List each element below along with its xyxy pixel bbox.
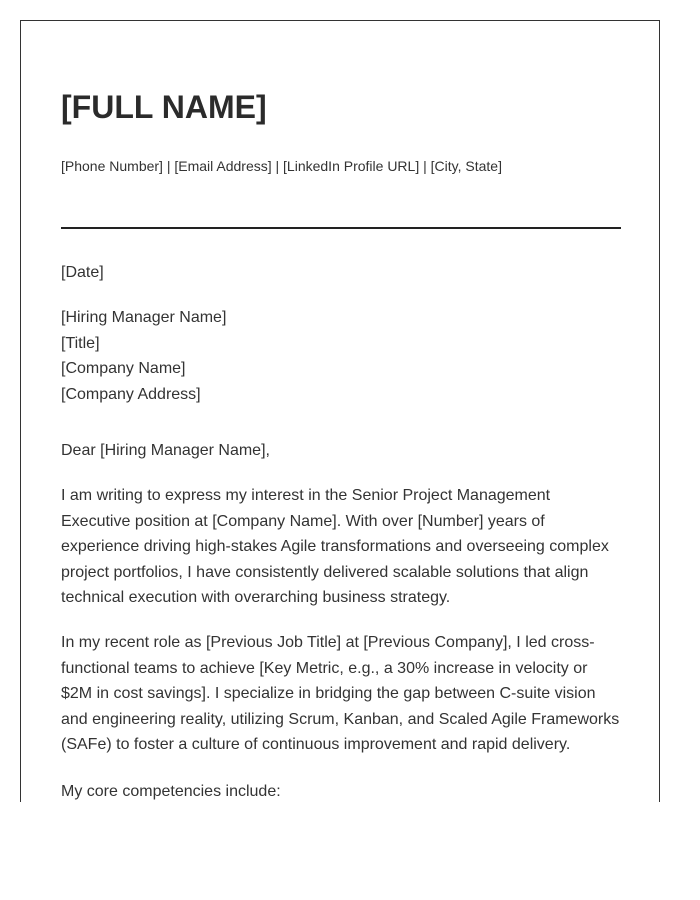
letter-page bbox=[20, 20, 660, 802]
paragraph-line: $2M in cost savings]. I specialize in bridging the gap between C-suite vision bbox=[61, 685, 596, 702]
paragraph-line: (SAFe) to foster a culture of continuous improvement and rapid delivery. bbox=[61, 736, 571, 753]
paragraph-line: project portfolios, I have consistently delivered scalable solutions that align bbox=[61, 563, 589, 581]
recipient-title: [Title] bbox=[61, 334, 100, 352]
paragraph-line: In my recent role as [Previous Job Title] at [Previous Company], I led cross- bbox=[61, 634, 595, 651]
letter-date: [Date] bbox=[61, 264, 104, 281]
paragraph-intro bbox=[61, 483, 621, 611]
full-name-heading: [FULL NAME] bbox=[61, 89, 267, 125]
contact-info: [Phone Number] | [Email Address] | [LinkedIn Profile URL] | [City, State] bbox=[61, 158, 502, 174]
paragraph-line: functional teams to achieve [Key Metric, e.g., a 30% increase in velocity or bbox=[61, 659, 588, 677]
paragraph-line: experience driving high-stakes Agile transformations and overseeing complex bbox=[61, 538, 609, 555]
salutation: Dear [Hiring Manager Name], bbox=[61, 442, 270, 459]
competencies-intro: My core competencies include: bbox=[61, 783, 281, 800]
header-divider bbox=[61, 227, 621, 229]
paragraph-line: I am writing to express my interest in the Senior Project Management bbox=[61, 487, 551, 504]
paragraph-line: technical execution with overarching business strategy. bbox=[61, 589, 451, 606]
paragraph-line: and engineering reality, utilizing Scrum, Kanban, and Scaled Agile Frameworks bbox=[61, 710, 620, 728]
recipient-block bbox=[61, 305, 621, 407]
recipient-company: [Company Name] bbox=[61, 360, 186, 377]
recipient-address: [Company Address] bbox=[61, 385, 201, 403]
paragraph-line: Executive position at [Company Name]. With over [Number] years of bbox=[61, 512, 545, 530]
paragraph-experience bbox=[61, 630, 621, 758]
recipient-name: [Hiring Manager Name] bbox=[61, 309, 227, 326]
